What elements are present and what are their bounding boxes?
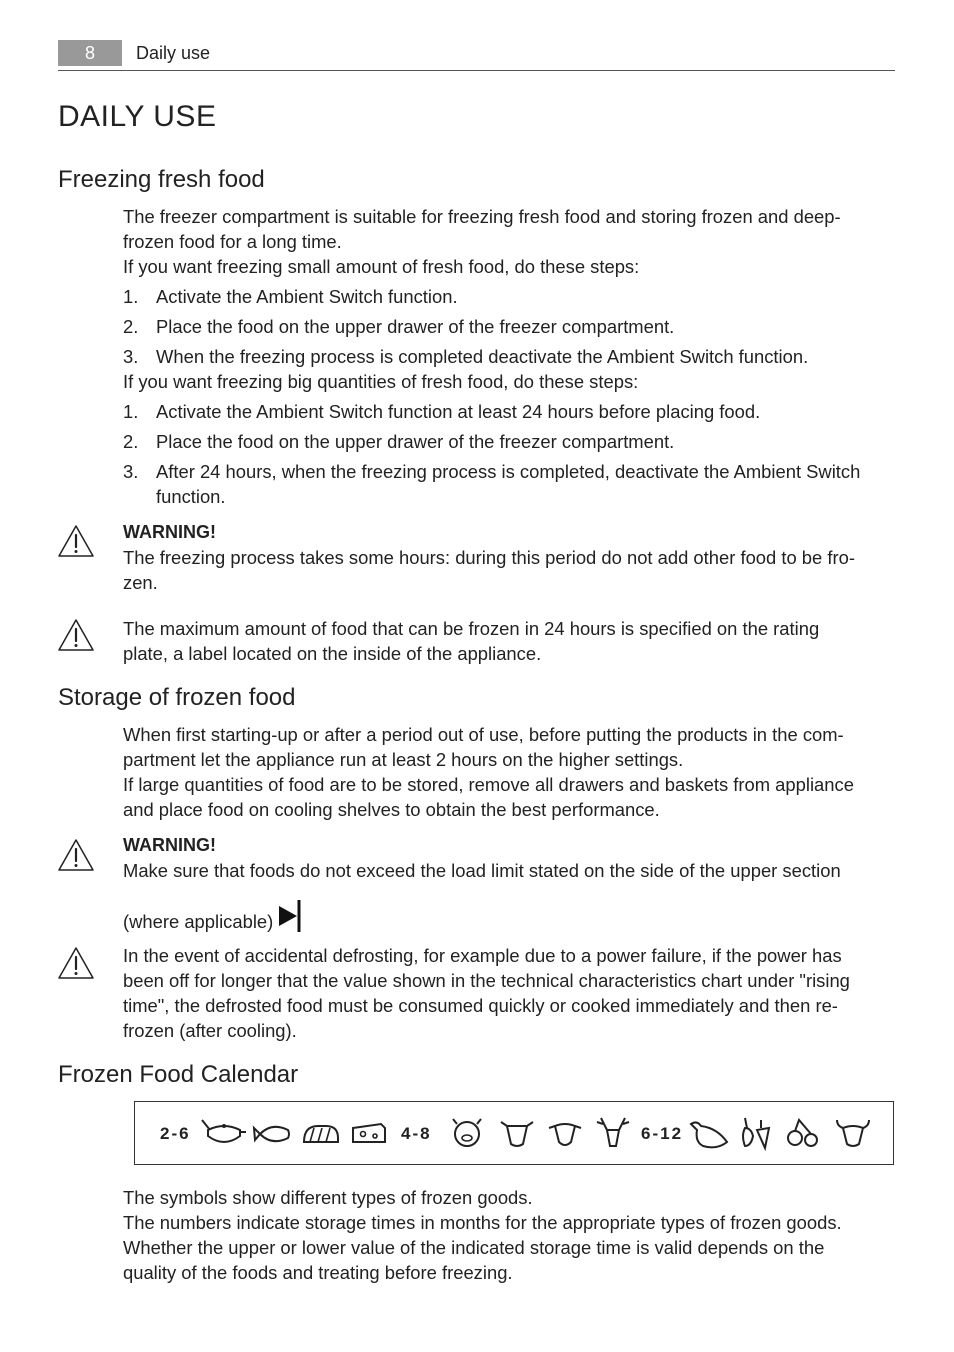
note-text: The maximum amount of food that can be frozen in 24 hours is specified on the rating: [123, 618, 820, 639]
note-text: In the event of accidental defrosting, for example due to a power failure, if the power has: [123, 945, 842, 966]
list-text: Place the food on the upper drawer of the freezer compartment.: [156, 316, 675, 337]
paragraph: If you want freezing small amount of fresh food, do these steps:: [123, 256, 640, 277]
note-text: frozen (after cooling).: [123, 1020, 297, 1041]
load-limit-icon: [277, 898, 303, 934]
caution-triangle-icon: [57, 946, 95, 980]
section-heading-calendar: Frozen Food Calendar: [58, 1061, 299, 1088]
note-text: time", the defrosted food must be consumed quickly or cooked immediately and then re-: [123, 995, 838, 1016]
warning-label: WARNING!: [123, 522, 216, 542]
lamb-icon: [545, 1116, 585, 1152]
deer-icon: [593, 1116, 633, 1152]
list-number: 1.: [123, 286, 139, 307]
page-header: [58, 40, 895, 71]
fish-icon: [252, 1116, 292, 1152]
paragraph: The symbols show different types of frozen goods.: [123, 1187, 533, 1208]
page-number: 8: [58, 40, 122, 66]
page-title: DAILY USE: [58, 100, 217, 133]
list-number: 2.: [123, 316, 139, 337]
warning-text: Make sure that foods do not exceed the load limit stated on the side of the upper section: [123, 860, 841, 881]
paragraph: When first starting-up or after a period out of use, before putting the products in the com-: [123, 724, 844, 745]
bread-icon: [300, 1116, 340, 1152]
list-text: Place the food on the upper drawer of the freezer compartment.: [156, 431, 675, 452]
warning-text-line: [123, 898, 895, 934]
paragraph: frozen food for a long time.: [123, 231, 342, 252]
soup-pot-icon: [200, 1116, 248, 1152]
beef-icon: [833, 1116, 873, 1152]
section-heading-freezing: Freezing fresh food: [58, 166, 265, 193]
paragraph: Whether the upper or lower value of the indicated storage time is valid depends on the: [123, 1237, 825, 1258]
poultry-icon: [687, 1116, 731, 1152]
cheese-icon: [349, 1116, 389, 1152]
storage-range: 2-6: [160, 1124, 191, 1143]
list-text: When the freezing process is completed deactivate the Ambient Switch function.: [156, 346, 809, 367]
list-number: 1.: [123, 401, 139, 422]
pig-icon: [447, 1116, 487, 1152]
paragraph: If you want freezing big quantities of fresh food, do these steps:: [123, 371, 639, 392]
list-number: 2.: [123, 431, 139, 452]
fruit-icon: [785, 1116, 823, 1152]
paragraph: The numbers indicate storage times in months for the appropriate types of frozen goods.: [123, 1212, 842, 1233]
header-section-title: Daily use: [136, 43, 211, 63]
calf-icon: [497, 1116, 537, 1152]
paragraph: If large quantities of food are to be stored, remove all drawers and baskets from appliance: [123, 774, 854, 795]
list-number: 3.: [123, 346, 139, 367]
note-text: plate, a label located on the inside of the appliance.: [123, 643, 542, 664]
list-text: After 24 hours, when the freezing process is completed, deactivate the Ambient Switch: [156, 461, 861, 482]
paragraph: and place food on cooling shelves to obtain the best performance.: [123, 799, 660, 820]
warning-triangle-icon: [57, 524, 95, 558]
warning-text: (where applicable): [123, 911, 274, 932]
list-text: Activate the Ambient Switch function at least 24 hours before placing food.: [156, 401, 761, 422]
storage-range: 4-8: [401, 1124, 432, 1143]
list-text: function.: [156, 486, 226, 507]
vegetables-icon: [737, 1116, 771, 1152]
warning-text: The freezing process takes some hours: during this period do not add other food to be fro-: [123, 547, 855, 568]
warning-triangle-icon: [57, 838, 95, 872]
list-text: Activate the Ambient Switch function.: [156, 286, 458, 307]
storage-range: 6-12: [641, 1124, 684, 1143]
warning-text: zen.: [123, 572, 158, 593]
list-number: 3.: [123, 461, 139, 482]
warning-label: WARNING!: [123, 835, 216, 855]
paragraph: partment let the appliance run at least 2 hours on the higher settings.: [123, 749, 684, 770]
caution-triangle-icon: [57, 618, 95, 652]
paragraph: The freezer compartment is suitable for freezing fresh food and storing frozen and deep-: [123, 206, 841, 227]
section-heading-storage: Storage of frozen food: [58, 684, 296, 711]
paragraph: quality of the foods and treating before freezing.: [123, 1262, 513, 1283]
note-text: been off for longer that the value shown in the technical characteristics chart under "rising: [123, 970, 850, 991]
frozen-food-calendar: [134, 1101, 894, 1165]
